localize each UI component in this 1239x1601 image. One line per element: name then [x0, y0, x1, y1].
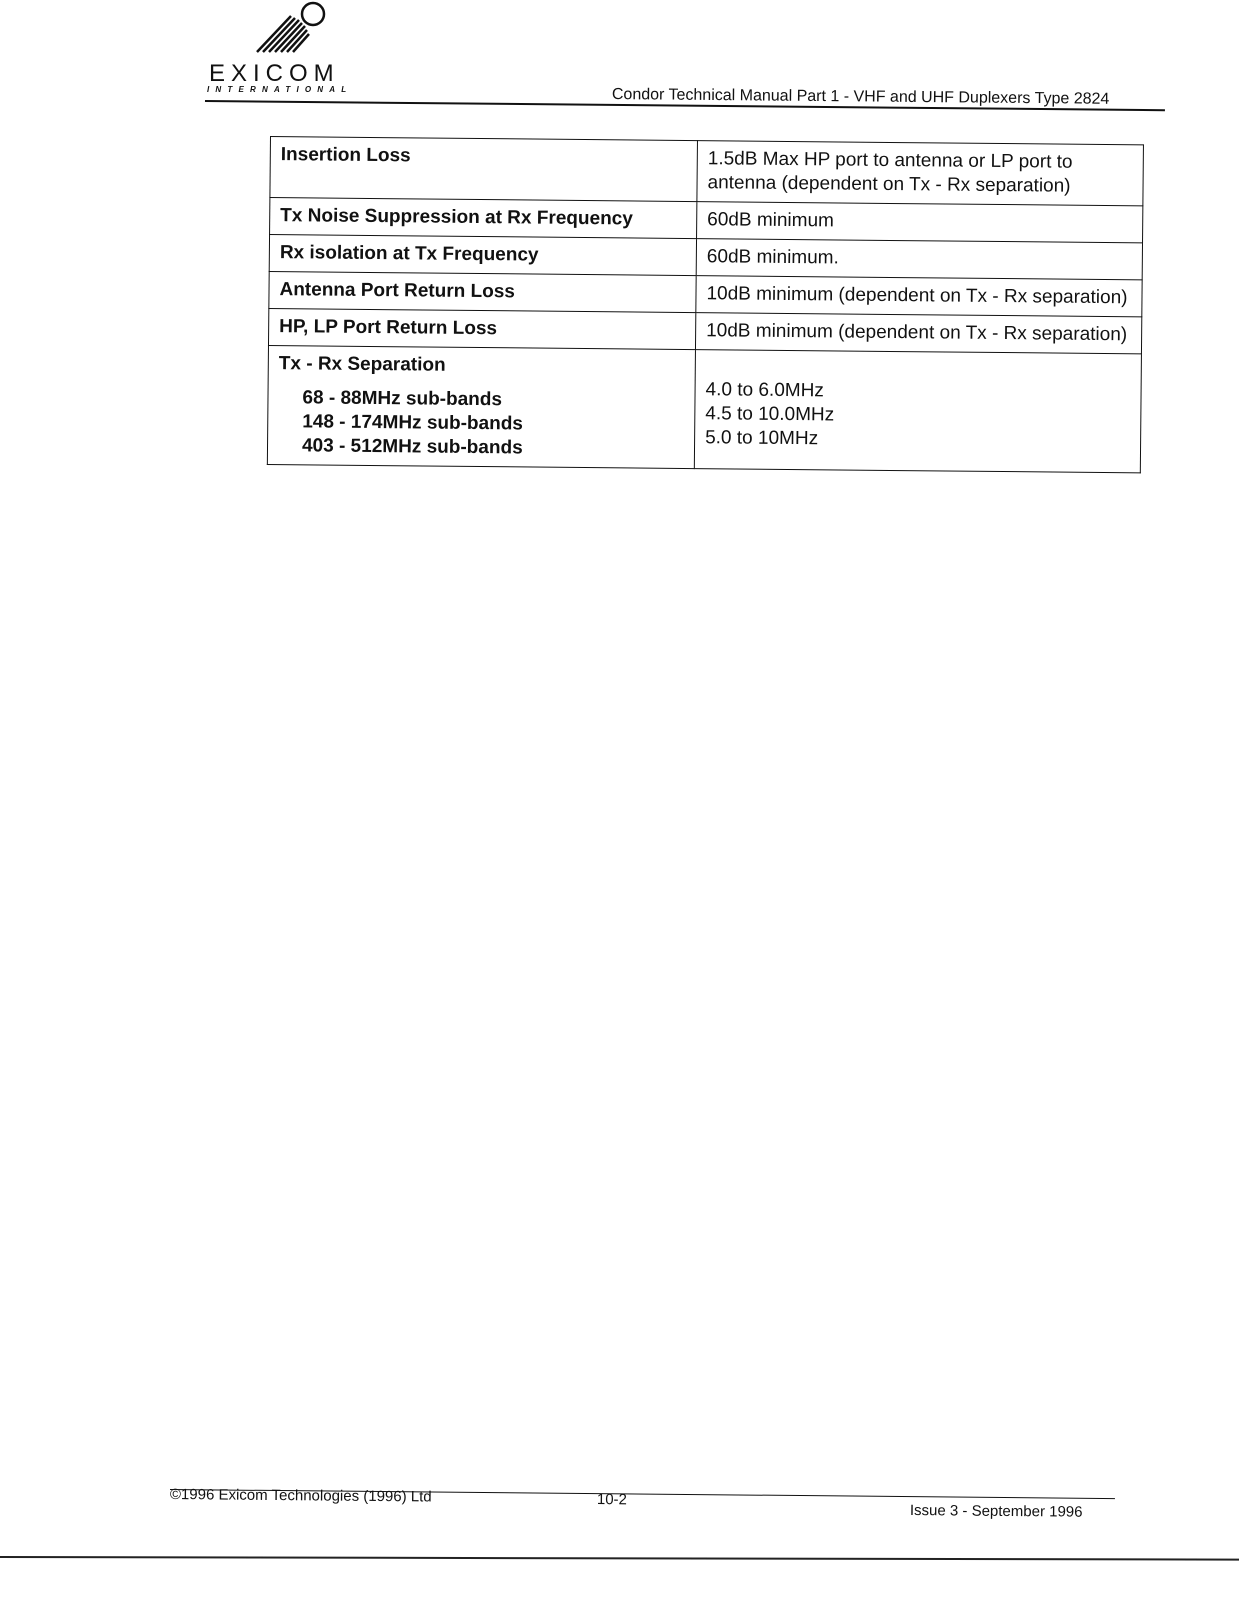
parameter-cell: Antenna Port Return Loss: [269, 271, 696, 312]
band-label: 68 - 88MHz sub-bands: [302, 387, 503, 411]
band-list: [278, 386, 687, 462]
value-cell: [694, 350, 1141, 473]
value-cell: 1.5dB Max HP port to antenna or LP port to antenna (dependent on Tx - Rx separation): [697, 141, 1144, 206]
value-cell: 60dB minimum: [697, 202, 1143, 243]
parameter-cell: Insertion Loss: [270, 137, 698, 202]
parameter-cell: [267, 345, 695, 468]
value-cell: 10dB minimum (dependent on Tx - Rx separation): [695, 313, 1141, 354]
parameter-cell: Rx isolation at Tx Frequency: [269, 235, 696, 276]
band-label: 148 - 174MHz sub-bands: [302, 411, 524, 435]
exicom-logo: [205, 0, 365, 100]
footer-copyright: ©1996 Exicom Technologies (1996) Ltd: [169, 1486, 432, 1506]
separation-heading: Tx - Rx Separation: [278, 353, 446, 376]
page-number: 10-2: [596, 1491, 628, 1509]
document-title: Condor Technical Manual Part 1 - VHF and UHF Duplexers Type 2824: [611, 86, 1110, 108]
scan-edge-line: [0, 1556, 1239, 1561]
separation-value: 4.5 to 10.0MHz: [705, 403, 835, 426]
logo-subtitle: INTERNATIONAL: [207, 85, 353, 94]
separation-value: 4.0 to 6.0MHz: [705, 379, 824, 402]
value-cell: 10dB minimum (dependent on Tx - Rx separation): [696, 276, 1142, 317]
parameter-cell: HP, LP Port Return Loss: [268, 308, 695, 349]
value-cell: 60dB minimum.: [696, 239, 1142, 280]
issue-date: Issue 3 - September 1996: [909, 1502, 1083, 1521]
separation-value: 5.0 to 10MHz: [705, 427, 819, 450]
table-row-separation: [267, 345, 1141, 472]
specification-table: [267, 136, 1144, 473]
band-label: 403 - 512MHz sub-bands: [301, 435, 523, 459]
separation-value-list: [705, 378, 1133, 454]
exicom-logo-icon: [245, 0, 335, 60]
table-row: [270, 137, 1144, 206]
parameter-cell: Tx Noise Suppression at Rx Frequency: [270, 198, 697, 239]
logo-wordmark: EXICOM: [209, 60, 340, 87]
specification-table-container: [267, 136, 1144, 473]
